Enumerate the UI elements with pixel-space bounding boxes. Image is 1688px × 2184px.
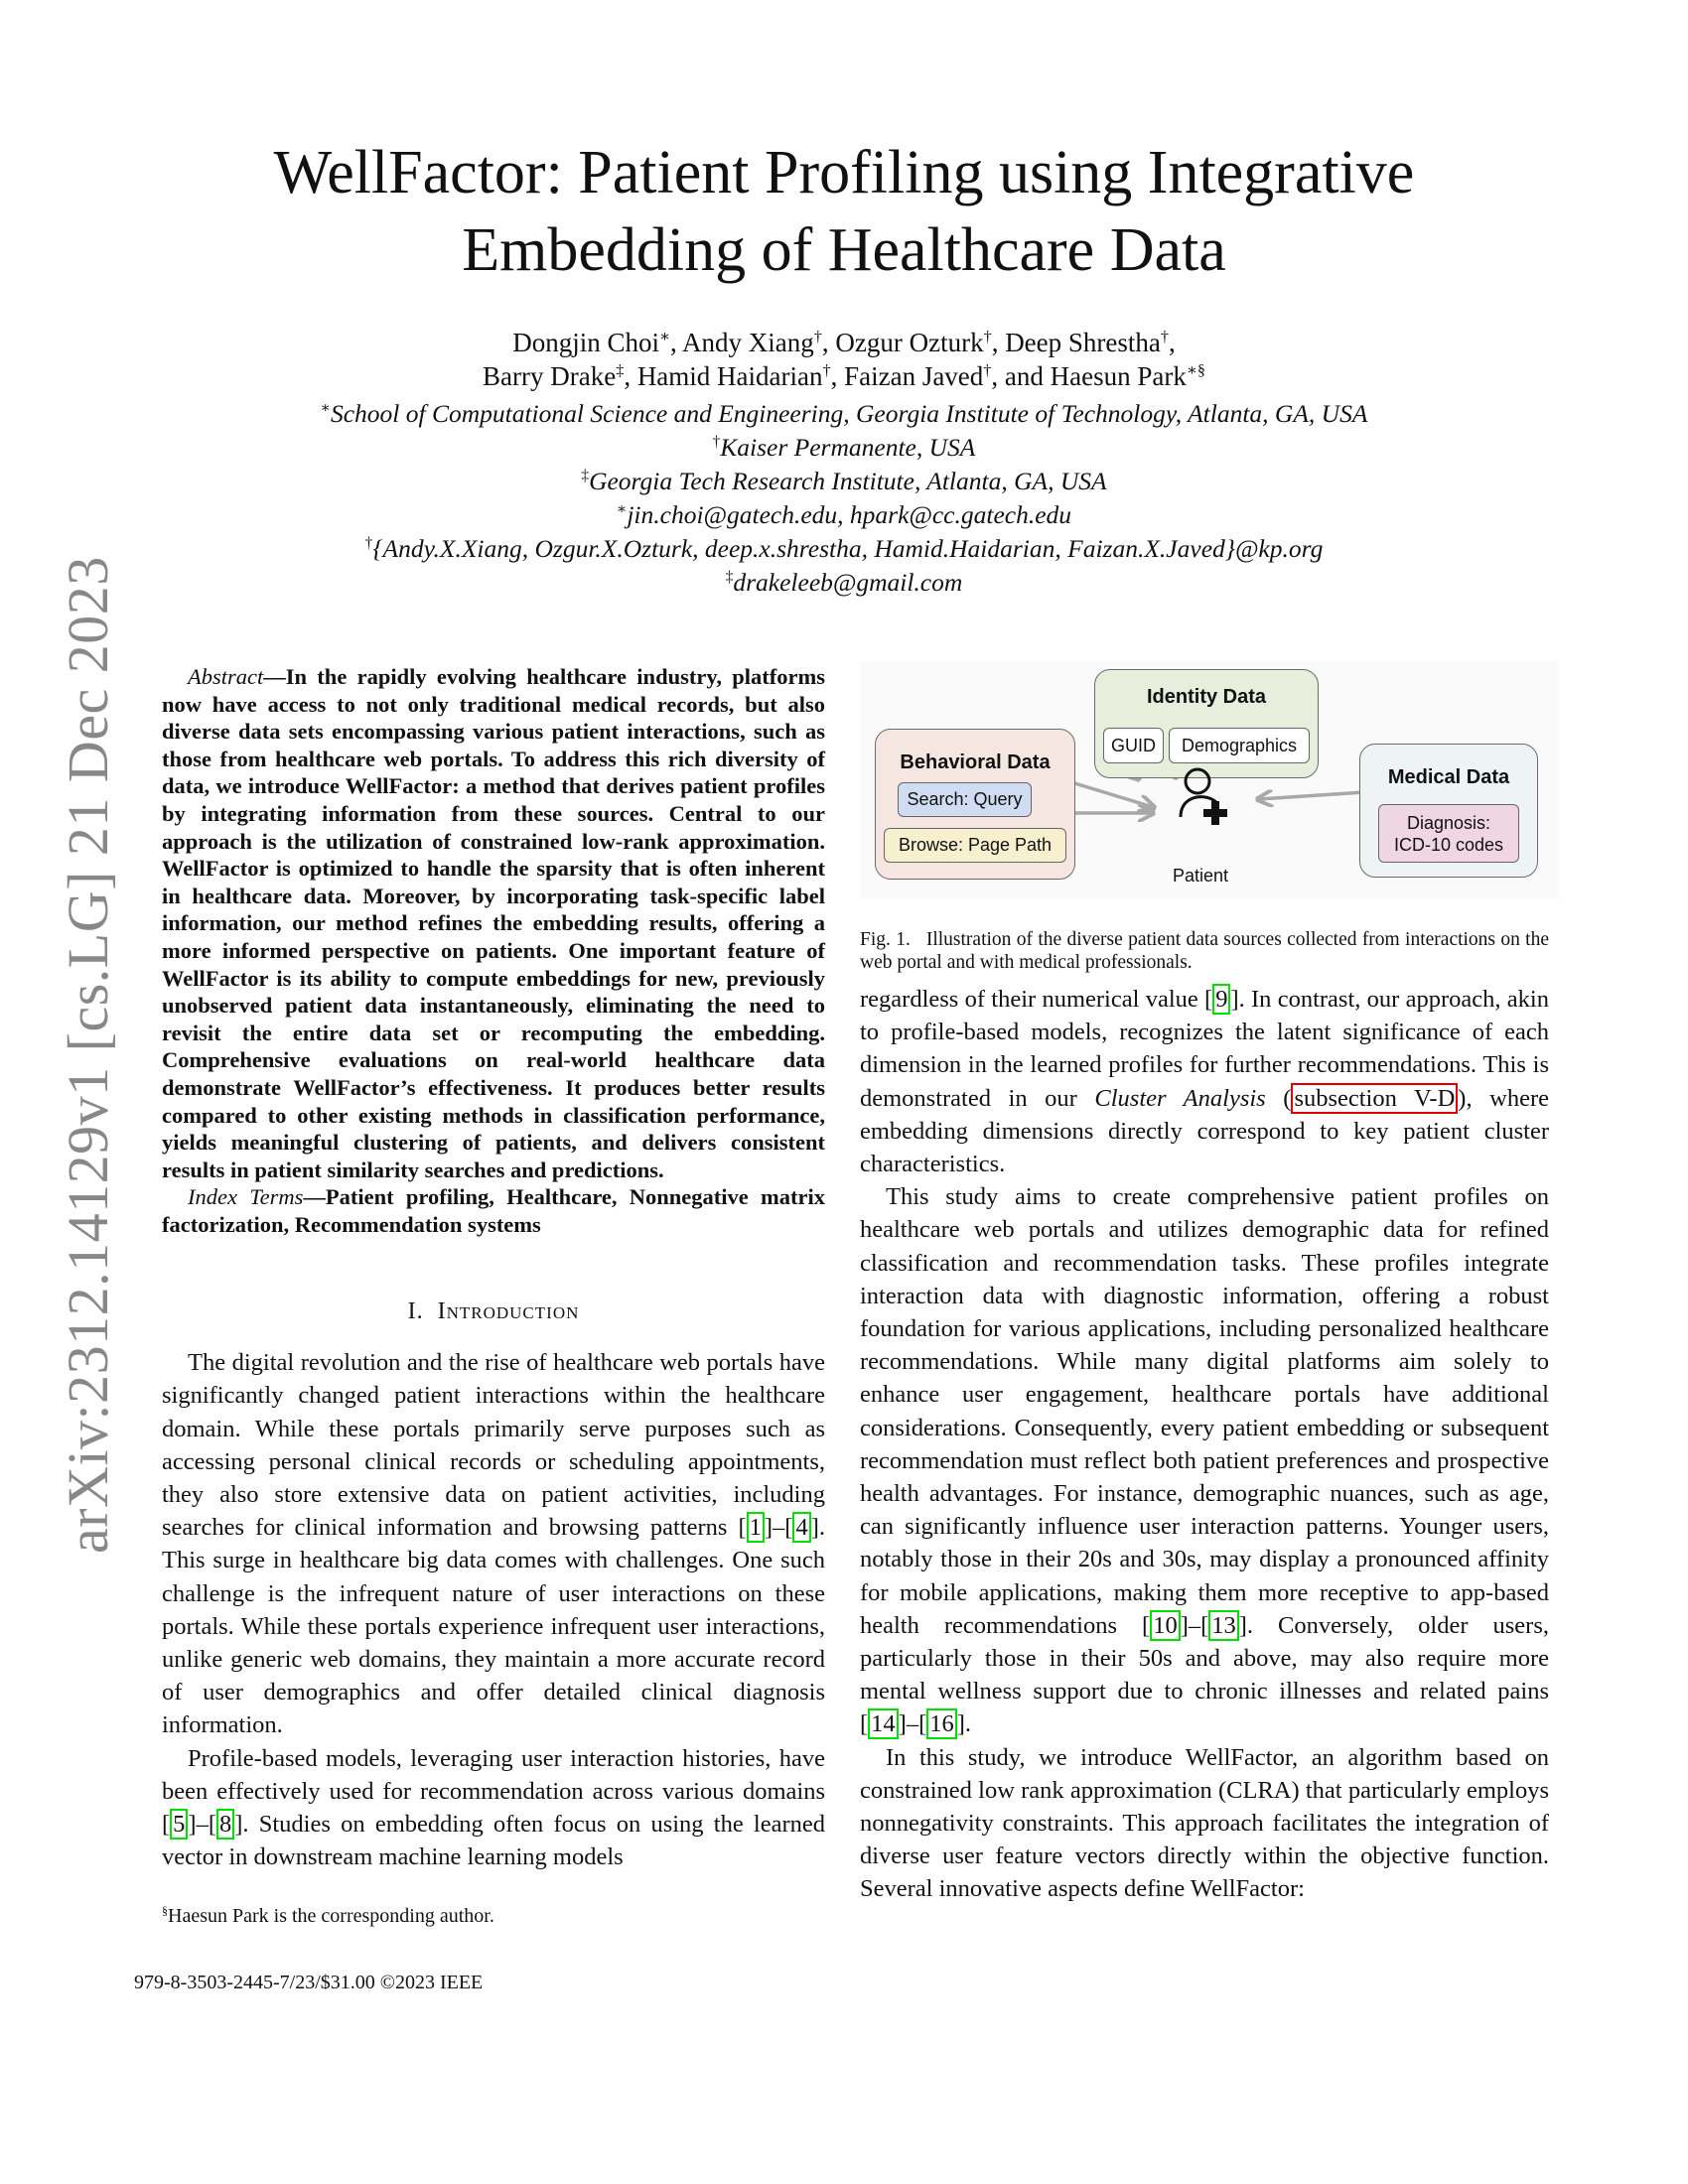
- paragraph-text: ]–[: [764, 1514, 793, 1542]
- caption-label: Fig. 1.: [860, 929, 911, 950]
- author-mark: ∗: [659, 328, 671, 345]
- affiliation-mark: ‡: [725, 568, 734, 586]
- intro-paragraph-2: [162, 1742, 825, 1874]
- author-name: , Deep Shrestha: [991, 328, 1161, 357]
- title-line-2: Embedding of Healthcare Data: [462, 216, 1226, 284]
- email-line: [0, 566, 1688, 600]
- author-mark: †: [813, 328, 822, 345]
- browse-page-path-chip: Browse: Page Path: [884, 828, 1066, 863]
- author-mark: †: [983, 328, 992, 345]
- affiliation: [0, 397, 1688, 431]
- paragraph-text: (: [1265, 1084, 1292, 1112]
- author-mark: †: [1160, 328, 1169, 345]
- index-terms: [162, 1183, 825, 1238]
- affiliation-text: Georgia Tech Research Institute, Atlanta, GA, USA: [589, 467, 1107, 495]
- intro-paragraph-cont: [860, 983, 1549, 1180]
- medical-data-group: [1359, 744, 1538, 878]
- author-mark: ∗§: [1186, 361, 1205, 379]
- title-line-1: WellFactor: Patient Profiling using Integrative: [273, 139, 1415, 206]
- intro-paragraph-4: In this study, we introduce WellFactor, an algorithm based on constrained low rank approximation (CLRA) that particularly employs nonnegativity constraints. This approach facilitates the integration of diverse user feature vectors directly within the objective function. Several innovative aspects define WellFactor:: [860, 1743, 1549, 1903]
- paragraph-text: Profile-based models, leveraging user interaction histories, have been effectively used for recommendation across various domains [: [162, 1744, 825, 1839]
- author-mark: †: [983, 361, 992, 379]
- intro-left: [162, 1286, 825, 1873]
- abstract-text: —In the rapidly evolving healthcare industry, platforms now have access to not only traditional medical records, but also diverse data sets encompassing various patient interactions, such as those from healthcare web portals. To address this rich diversity of data, we introduce WellFactor: a method that derives patient profiles by integrating information from these sources. Central to our approach is the utilization of constrained low-rank approximation. WellFactor is optimized to handle the sparsity that is often inherent in healthcare data. Moreover, by incorporating task-specific label information, our method refines the embedding results, offering a more informed perspective on patients. One important feature of WellFactor is its ability to compute embeddings for new, previously unobserved patient data instantaneously, eliminating the need to revisit the entire data set or recomputing the embedding. Comprehensive evaluations on real-world healthcare data demonstrate WellFactor’s effectiveness. It produces better results compared to other existing methods in classification performance, yields meaningful clustering of patients, and delivers consistent results in patient similarity searches and predictions.: [162, 664, 825, 1182]
- copyright-notice: 979-8-3503-2445-7/23/$31.00 ©2023 IEEE: [134, 1972, 484, 1993]
- paragraph-text: ]. This surge in healthcare big data comes with challenges. One such challenge is the infrequent nature of user interactions on these portals. While these portals experience infrequent user interactions, unlike generic web domains, they maintain a more accurate record of user demographics and offer detailed clinical diagnosis information.: [162, 1514, 825, 1739]
- search-query-chip: Search: Query: [898, 782, 1032, 817]
- intro-paragraph-3: [860, 1180, 1549, 1740]
- intro-right: [860, 983, 1549, 1906]
- patient-plus-icon: [1176, 767, 1235, 827]
- citation-link[interactable]: 16: [926, 1708, 957, 1739]
- email-line: [0, 532, 1688, 566]
- behavioral-data-title: Behavioral Data: [900, 751, 1051, 773]
- footnote-mark: §: [162, 1903, 168, 1918]
- paragraph-text: This study aims to create comprehensive patient profiles on healthcare web portals and utilizes demographic data for refined classification and recommendation tasks. These profiles integrate interaction data with diagnostic information, offering a robust foundation for various applications, including personalized healthcare recommendations. While many digital platforms aim solely to enhance user engagement, healthcare portals have additional considerations. Consequently, every patient embedding or subsequent recommendation must reflect both patient preferences and prospective health advantages. For instance, demographic nuances, such as age, can significantly influence user interaction patterns. Younger users, notably those in their 20s and 30s, may display a pronounced affinity for mobile applications, making them more receptive to app-based health recommendations [: [860, 1183, 1549, 1639]
- paragraph-text: ].: [956, 1710, 972, 1738]
- affiliation-mark: †: [364, 534, 373, 552]
- footnote: [162, 1905, 494, 1928]
- affiliation-mark: ‡: [581, 467, 590, 484]
- affiliation-mark: ∗: [616, 500, 628, 518]
- paragraph-text: ]–[: [898, 1710, 927, 1738]
- abstract-label: Abstract: [188, 664, 264, 689]
- email-link[interactable]: drakeleeb@gmail.com: [733, 568, 963, 597]
- author-list: [0, 326, 1688, 393]
- icd10-label: ICD-10 codes: [1393, 834, 1504, 855]
- paragraph-text: ]. Conversely, older users, particularly those in their 50s and above, may also require more mental wellness support due to chronic illnesses and related pains [: [860, 1611, 1549, 1738]
- author-name: Barry Drake: [483, 361, 617, 391]
- diagnosis-label: Diagnosis:: [1406, 812, 1491, 833]
- citation-link[interactable]: 8: [216, 1809, 234, 1840]
- author-name: Dongjin Choi: [512, 328, 660, 357]
- citation-link[interactable]: 10: [1150, 1610, 1181, 1641]
- citation-link[interactable]: 14: [868, 1708, 899, 1739]
- paragraph-text: ), where embedding dimensions directly correspond to key patient cluster characteristics.: [860, 1084, 1549, 1178]
- paragraph-text: ]. Studies on embedding often focus on using the learned vector in downstream machine learning models: [162, 1811, 825, 1871]
- patient-label: Patient: [1172, 866, 1229, 886]
- author-name: , Andy Xiang: [670, 328, 814, 357]
- email-link[interactable]: jin.choi@gatech.edu, hpark@cc.gatech.edu: [627, 500, 1072, 529]
- figure-caption: [860, 928, 1549, 974]
- demographics-chip: Demographics: [1169, 728, 1310, 763]
- paper-title: [0, 134, 1688, 289]
- identity-data-group: [1094, 669, 1319, 778]
- index-terms-label: Index Terms: [188, 1184, 304, 1210]
- caption-text: Illustration of the diverse patient data sources collected from interactions on the web portal and with medical professionals.: [860, 929, 1550, 973]
- affiliation-mark: †: [712, 433, 721, 451]
- paragraph-text: The digital revolution and the rise of healthcare web portals have significantly changed patient interactions within the healthcare domain. While these portals primarily serve purposes such as accessing personal clinical records or scheduling appointments, they also store extensive data on patient activities, including searches for clinical information and browsing patterns [: [162, 1349, 825, 1542]
- affiliation: [0, 465, 1688, 498]
- intro-paragraph-1: [162, 1346, 825, 1741]
- author-line-1: [0, 326, 1688, 359]
- footnote-text: Haesun Park is the corresponding author.: [168, 1905, 494, 1927]
- email-link[interactable]: {Andy.X.Xiang, Ozgur.X.Ozturk, deep.x.shrestha, Hamid.Haidarian, Faizan.X.Javed}@kp.org: [372, 534, 1324, 563]
- behavioral-data-group: [875, 729, 1075, 880]
- author-name: , Hamid Haidarian: [624, 361, 823, 391]
- abstract-block: [162, 663, 825, 1238]
- author-name: , and Haesun Park: [991, 361, 1187, 391]
- index-terms-text: —Patient profiling, Healthcare, Nonnegative matrix factorization, Recommendation systems: [162, 1184, 825, 1237]
- affiliation-text: Kaiser Permanente, USA: [720, 433, 976, 462]
- author-name: , Faizan Javed: [830, 361, 984, 391]
- section-title: Introduction: [437, 1298, 580, 1324]
- citation-link[interactable]: 5: [170, 1809, 188, 1840]
- affiliation-mark: ∗: [320, 399, 331, 417]
- citation-link[interactable]: 13: [1208, 1610, 1239, 1641]
- diagnosis-chip: [1378, 804, 1519, 863]
- section-number: I.: [407, 1298, 424, 1324]
- citation-link[interactable]: 9: [1212, 984, 1230, 1015]
- citation-link[interactable]: 1: [747, 1512, 765, 1543]
- abstract: [162, 663, 825, 1183]
- affiliation-text: School of Computational Science and Engineering, Georgia Institute of Technology, Atlanta, GA, USA: [330, 399, 1368, 428]
- author-name: , Ozgur Ozturk: [821, 328, 984, 357]
- author-line-2: [0, 359, 1688, 393]
- arxiv-side-stamp: arXiv:2312.14129v1 [cs.LG] 21 Dec 2023: [56, 556, 120, 1554]
- paragraph-text: regardless of their numerical value [: [860, 986, 1213, 1013]
- paragraph-text: ]. In contrast, our approach, akin to profile-based models, recognizes the latent significance of each dimension in the learned profiles for further recommendations. This is demonstrated in our: [860, 986, 1549, 1112]
- author-separator: ,: [1168, 328, 1176, 357]
- citation-link[interactable]: 4: [792, 1512, 810, 1543]
- identity-data-title: Identity Data: [1146, 686, 1267, 708]
- emphasis-text: Cluster Analysis: [1094, 1084, 1266, 1112]
- author-mark: †: [822, 361, 831, 379]
- section-cross-reference-link[interactable]: subsection V-D: [1291, 1083, 1458, 1114]
- author-mark: ‡: [616, 361, 625, 379]
- section-heading: [162, 1296, 825, 1328]
- paragraph-text: ]–[: [1180, 1611, 1209, 1639]
- medical-data-title: Medical Data: [1387, 766, 1510, 788]
- figure-1-diagram: [860, 661, 1559, 899]
- email-line: [0, 498, 1688, 532]
- affiliation: [0, 431, 1688, 465]
- guid-chip: GUID: [1103, 728, 1164, 763]
- paragraph-text: ]–[: [188, 1811, 216, 1839]
